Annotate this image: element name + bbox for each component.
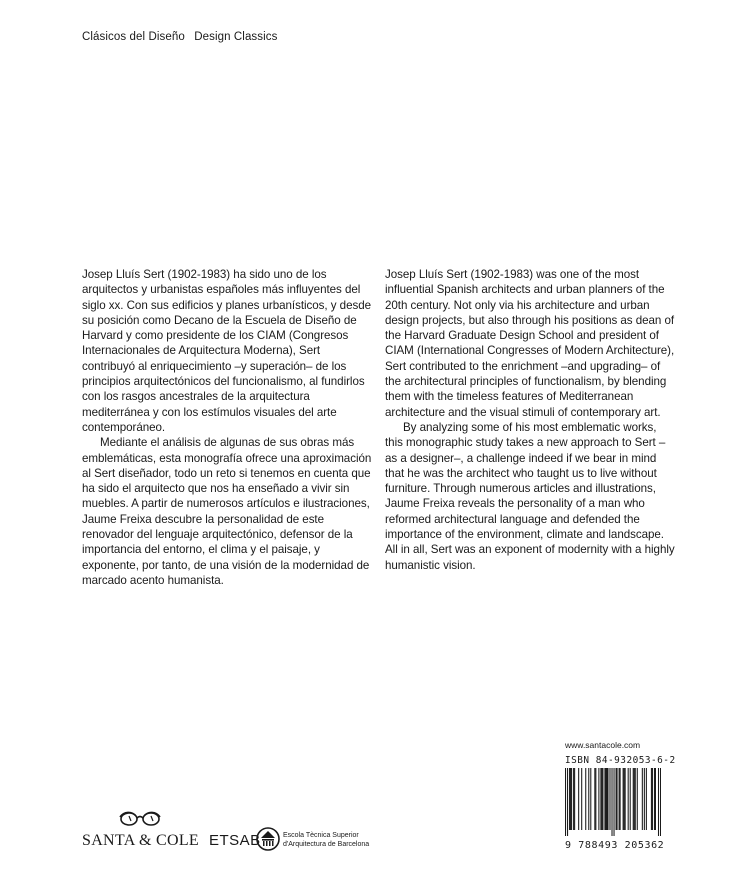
etsab-line-2: d'Arquitectura de Barcelona	[283, 840, 370, 848]
publisher-url: www.santacole.com	[565, 740, 641, 750]
barcode-bar	[634, 768, 635, 830]
barcode-bar	[570, 768, 571, 830]
barcode-bar	[642, 768, 643, 830]
series-title	[82, 31, 278, 43]
barcode-bar	[625, 768, 626, 830]
barcode-bar	[594, 768, 595, 830]
santa-cole-wordmark: SANTA & COLE	[82, 832, 199, 849]
barcode-bar	[605, 768, 606, 830]
paragraph-en-1: Josep Lluís Sert (1902-1983) was one of the most influential Spanish architects and urban planners of the 20th century. Not only via his architecture and urban design projects, but also through his positions as dean of the Harvard Graduate Design School and president of CIAM (International Congresses of Modern Architecture), Sert contributed to the enrichment –and upgrading– of the architectural principles of functionalism, by blending them with the timeless features of Mediterranean architecture and the visual stimuli of contemporary art.	[385, 268, 675, 419]
barcode-bar	[614, 768, 615, 836]
paragraph-en-2: By analyzing some of his most emblematic works, this monographic study takes a new approach to Sert –as a designer–, a challenge indeed if we bear in mind that he was the architect who taught us to live without furniture. Through numerous articles and illustrations, Jaume Freixa reveals the personality of a man who reformed architectural language and defended the importance of the environment, climate and landscape. All in all, Sert was an exponent of modernity with a highly humanistic vision.	[385, 420, 675, 572]
description-english	[385, 267, 677, 573]
barcode-bar	[569, 768, 570, 830]
barcode-bar	[600, 768, 601, 830]
publisher-logos	[82, 808, 402, 858]
barcode-bar	[616, 768, 617, 830]
barcode-bar	[633, 768, 634, 830]
barcode-bar	[658, 768, 659, 836]
barcode-bar	[620, 768, 621, 830]
barcode-bar	[581, 768, 582, 830]
barcode-bar	[646, 768, 647, 830]
barcode-bar	[567, 768, 568, 836]
series-title-es: Clásicos del Diseño	[82, 31, 185, 43]
barcode-bar	[617, 768, 618, 830]
barcode-digits: 9 788493 205362	[565, 840, 665, 851]
barcode-bar	[598, 768, 599, 830]
barcode-block	[565, 740, 676, 851]
isbn-label: ISBN 84-932053-6-2	[565, 755, 676, 766]
barcode-bar	[578, 768, 579, 830]
barcode-bar	[623, 768, 624, 830]
series-title-en: Design Classics	[194, 31, 278, 43]
barcode-bar	[637, 768, 638, 830]
barcode-bar	[611, 768, 612, 836]
barcode-bar	[619, 768, 620, 830]
barcode-bar	[652, 768, 653, 830]
barcode-bar	[628, 768, 629, 830]
etsab-wordmark: ETSAB	[209, 832, 261, 849]
barcode-bar	[601, 768, 602, 830]
barcode-bar	[651, 768, 652, 830]
etsab-fullname	[283, 832, 369, 849]
barcode-bar	[590, 768, 591, 830]
santa-cole-logo	[82, 808, 202, 858]
barcode-bar	[655, 768, 656, 830]
barcode-bar	[607, 768, 608, 830]
etsab-logo	[209, 826, 409, 856]
barcode-bar	[660, 768, 661, 836]
barcode-bar	[595, 768, 596, 830]
barcode-bar	[644, 768, 645, 830]
building-emblem-icon	[256, 826, 280, 852]
barcode-bar	[585, 768, 586, 830]
paragraph-es-2: Mediante el análisis de algunas de sus obras más emblemáticas, esta monografía ofrece una aproximación al Sert diseñador, todo un reto si tenemos en cuenta que ha sido el arquitecto que nos ha enseñado a vivir sin muebles. A partir de numerosos artículos e ilustraciones, Jaume Freixa descubre la personalidad de este renovador del lenguaje arquitectónico, defensor de la importancia del entorno, el clima y el paisaje, y exponente, por tanto, de una visión de la modernidad de marcado acento humanista.	[82, 436, 372, 587]
barcode-bar	[654, 768, 655, 830]
barcode-bar	[606, 768, 607, 830]
description-spanish	[82, 267, 374, 588]
barcode-bar	[574, 768, 575, 830]
barcode-bar	[609, 768, 610, 830]
etsab-line-1: Escola Tècnica Superior	[283, 832, 359, 839]
barcode-bars	[565, 768, 661, 836]
barcode-bar	[635, 768, 636, 830]
barcode-bar	[565, 768, 566, 836]
barcode-bar	[624, 768, 625, 830]
glasses-icon	[118, 808, 162, 828]
barcode-bar	[571, 768, 572, 830]
barcode-bar	[604, 768, 605, 830]
barcode-bar	[630, 768, 631, 830]
barcode-bar	[588, 768, 589, 830]
paragraph-es-1: Josep Lluís Sert (1902-1983) ha sido uno de los arquitectos y urbanistas españoles más influyentes del siglo xx. Con sus edificios y planes urbanísticos, y desde su posición como Decano de la Escuela de Diseño de Harvard y como presidente de los CIAM (Congresos Internacionales de Arquitectura Moderna), Sert contribuyó al enriquecimiento –y superación– de los principios arquitectónicos del funcionalismo, al fundirlos con los rasgos ancestrales de la arquitectura mediterránea y con los estímulos visuales del arte contemporáneo.	[82, 268, 372, 434]
barcode-bar	[573, 768, 574, 830]
barcode-bar	[602, 768, 603, 830]
